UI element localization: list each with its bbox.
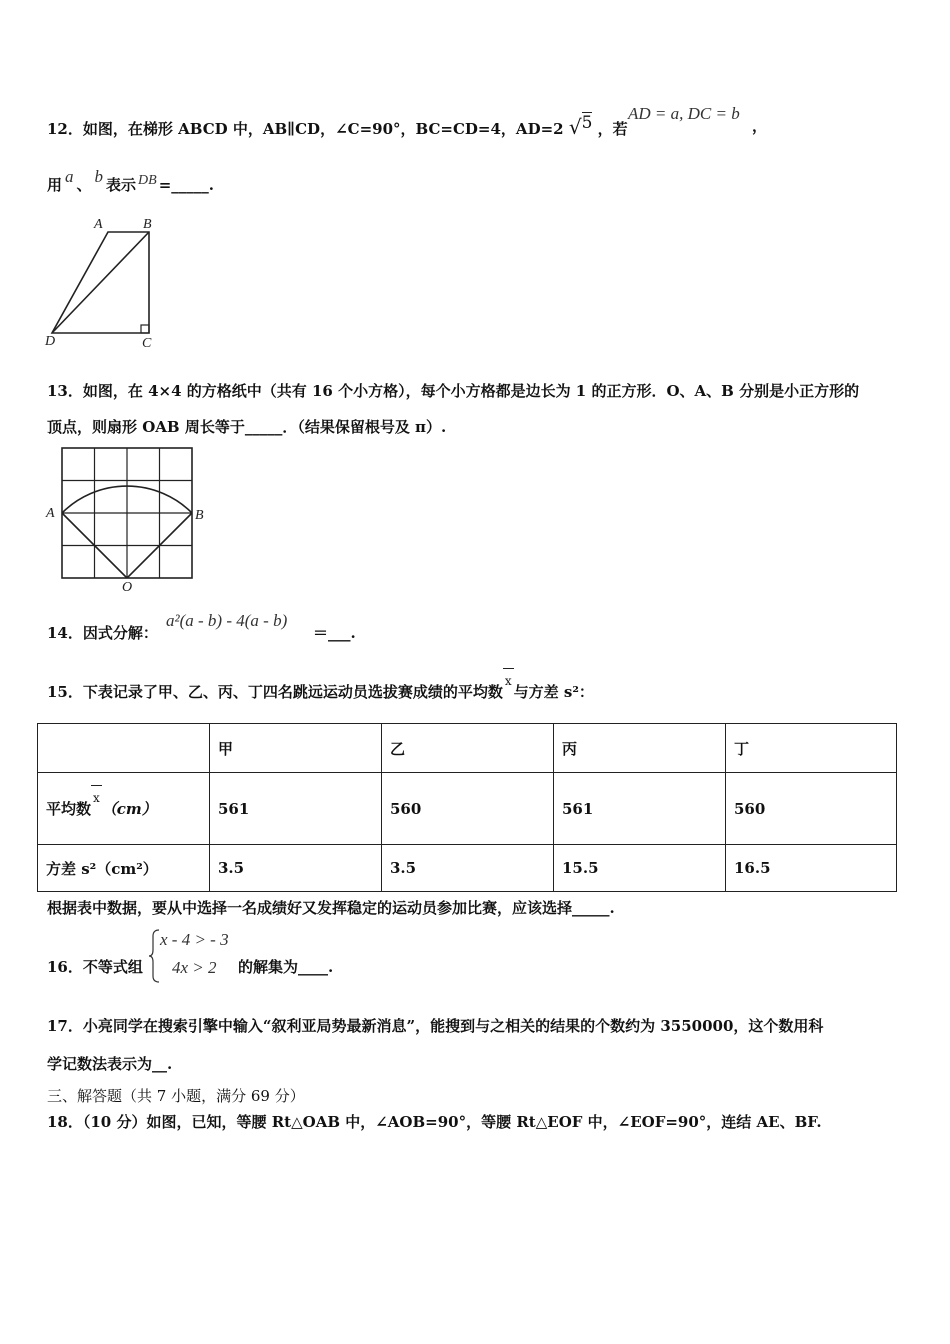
table-row-variance (38, 845, 897, 892)
mean-label: 平均数 (46, 800, 92, 818)
trapezoid-figure (40, 212, 165, 352)
q16-suffix: 的解集为____. (238, 958, 334, 976)
q12-ruo: ，若 (597, 120, 628, 138)
q15-line (47, 674, 594, 702)
grid-figure (43, 444, 213, 594)
mean-yi: 560 (382, 773, 554, 845)
sqrt-radicand: 5 (581, 113, 593, 133)
label-a: A (94, 217, 103, 232)
header-cell-jia: 甲 (210, 724, 382, 773)
q12-blank: =_____. (158, 176, 215, 194)
mean-ding: 560 (726, 773, 897, 845)
var-b: b (94, 167, 104, 186)
q12-text: 12．如图，在梯形 ABCD 中，AB∥CD，∠C=90°，BC=CD=4，AD=2 (47, 120, 564, 138)
q16-ineq2: 4x > 2 (172, 958, 217, 977)
label-a: A (46, 506, 55, 521)
q16-prefix: 16．不等式组 (47, 958, 143, 976)
label-c: C (142, 336, 152, 351)
sqrt-symbol: √ (568, 115, 582, 139)
vec-db: DB (138, 173, 157, 188)
label-o: O (122, 580, 133, 594)
label-d: D (45, 334, 56, 349)
q17-line2: 学记数法表示为__. (47, 1055, 173, 1073)
mean-unit: （cm） (101, 800, 157, 818)
xbar-symbol: x (504, 674, 512, 688)
var-yi: 3.5 (382, 845, 554, 892)
q14-expr: a²(a - b) - 4(a - b) (166, 611, 288, 630)
q14-prefix: 14．因式分解： (47, 624, 158, 642)
xbar-symbol: x (93, 791, 100, 805)
label-b: B (143, 217, 152, 232)
q16-ineq1: x - 4 > - 3 (160, 930, 229, 949)
q13-line1: 13．如图，在 4×4 的方格纸中（共有 16 个小方格），每个小方格都是边长为 1 的正方形．O、A、B 分别是小正方形的 (47, 382, 860, 400)
q15-after: 根据表中数据，要从中选择一名成绩好又发挥稳定的运动员参加比赛，应该选择_____. (47, 899, 615, 917)
q12-line1 (47, 115, 628, 139)
q14-suffix: ＝___. (313, 624, 356, 642)
table-header-row (38, 724, 897, 773)
q12-yong: 用 (47, 176, 63, 194)
table-row-mean (38, 773, 897, 845)
q12-sep: 、 (76, 176, 92, 194)
q12-tail: ， (752, 117, 768, 135)
q15-text-b: 与方差 s²： (513, 683, 594, 701)
mean-bing: 561 (554, 773, 726, 845)
q15-text: 15．下表记录了甲、乙、丙、丁四名跳远运动员选拔赛成绩的平均数 (47, 683, 503, 701)
header-cell-empty (38, 724, 210, 773)
q12-biaoshi: 表示 (106, 176, 137, 194)
var-bing: 15.5 (554, 845, 726, 892)
variance-label: 方差 s²（cm²） (38, 845, 210, 892)
scores-table (37, 723, 897, 892)
var-ding: 16.5 (726, 845, 897, 892)
var-jia: 3.5 (210, 845, 382, 892)
q18-text: 18．（10 分）如图，已知，等腰 Rt△OAB 中，∠AOB=90°，等腰 Rt△EOF 中，∠EOF=90°，连结 AE、BF. (47, 1113, 822, 1131)
mean-jia: 561 (210, 773, 382, 845)
label-b: B (195, 508, 204, 523)
header-cell-yi: 乙 (382, 724, 554, 773)
q13-line2: 顶点，则扇形 OAB 周长等于_____．（结果保留根号及 π）. (47, 418, 447, 436)
q12-vector-expr: AD = a, DC = b (628, 104, 740, 123)
mean-label-cell (38, 773, 210, 845)
section-3-heading: 三、解答题（共 7 小题，满分 69 分） (47, 1087, 305, 1105)
q12-line2 (47, 167, 215, 195)
header-cell-bing: 丙 (554, 724, 726, 773)
var-a: a (65, 167, 74, 186)
q17-line1: 17．小亮同学在搜索引擎中输入“叙利亚局势最新消息”，能搜到与之相关的结果的个数约为 3550000，这个数用科 (47, 1017, 824, 1035)
header-cell-ding: 丁 (726, 724, 897, 773)
